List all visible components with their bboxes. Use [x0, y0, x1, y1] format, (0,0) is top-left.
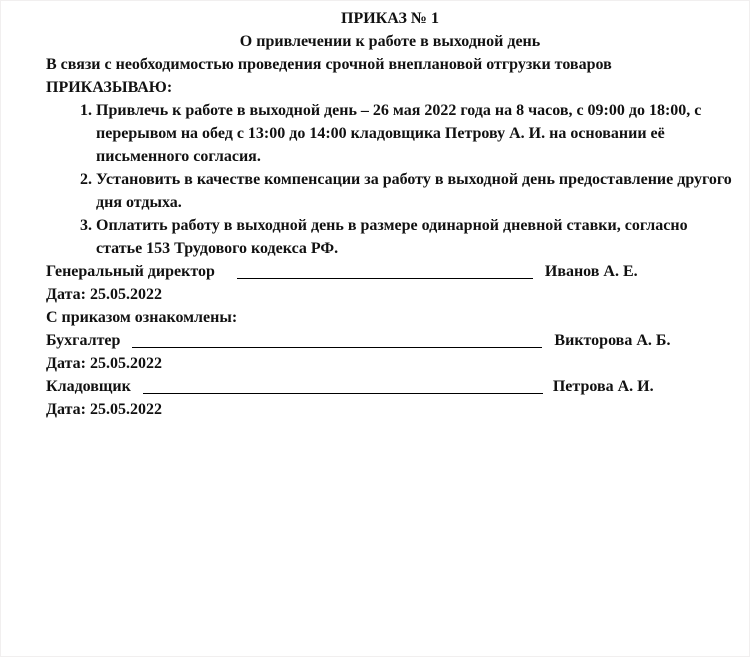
storekeeper-signature-line	[143, 391, 543, 394]
intro-paragraph: В связи с необходимостью проведения срочной внеплановой отгрузки товаров	[46, 56, 612, 73]
order-list	[46, 99, 736, 260]
order-heading: ПРИКАЗЫВАЮ:	[46, 79, 173, 96]
accountant-signature-line	[132, 345, 542, 348]
order-item: 3. Оплатить работу в выходной день в размере одинарной дневной ставки, согласно статье 153 Трудового кодекса РФ.	[96, 214, 736, 260]
director-signature-line	[237, 276, 533, 279]
director-role-label: Генеральный директор	[46, 263, 215, 280]
order-item: 2. Установить в качестве компенсации за работу в выходной день предоставление другого дня отдыха.	[96, 168, 736, 214]
document-subject: О привлечении к работе в выходной день	[239, 33, 541, 50]
director-name: Иванов А. Е.	[544, 263, 638, 280]
director-signature-row	[46, 260, 734, 283]
acknowledgement-heading: С приказом ознакомлены:	[46, 309, 238, 326]
storekeeper-role-label: Кладовщик	[46, 378, 131, 395]
accountant-date: Дата: 25.05.2022	[46, 355, 162, 372]
document-title: ПРИКАЗ № 1	[341, 10, 439, 27]
storekeeper-date: Дата: 25.05.2022	[46, 401, 162, 418]
accountant-role-label: Бухгалтер	[46, 332, 121, 349]
director-date: Дата: 25.05.2022	[46, 286, 162, 303]
accountant-signature-row	[46, 329, 734, 352]
order-item: 1. Привлечь к работе в выходной день – 26 мая 2022 года на 8 часов, с 09:00 до 18:00, с перерывом на обед с 13:00 до 14:00 кладовщика Петрову А. И. на основании её письменного согласия.	[96, 99, 736, 168]
accountant-name: Викторова А. Б.	[554, 332, 671, 349]
storekeeper-signature-row	[46, 375, 734, 398]
storekeeper-name: Петрова А. И.	[552, 378, 654, 395]
